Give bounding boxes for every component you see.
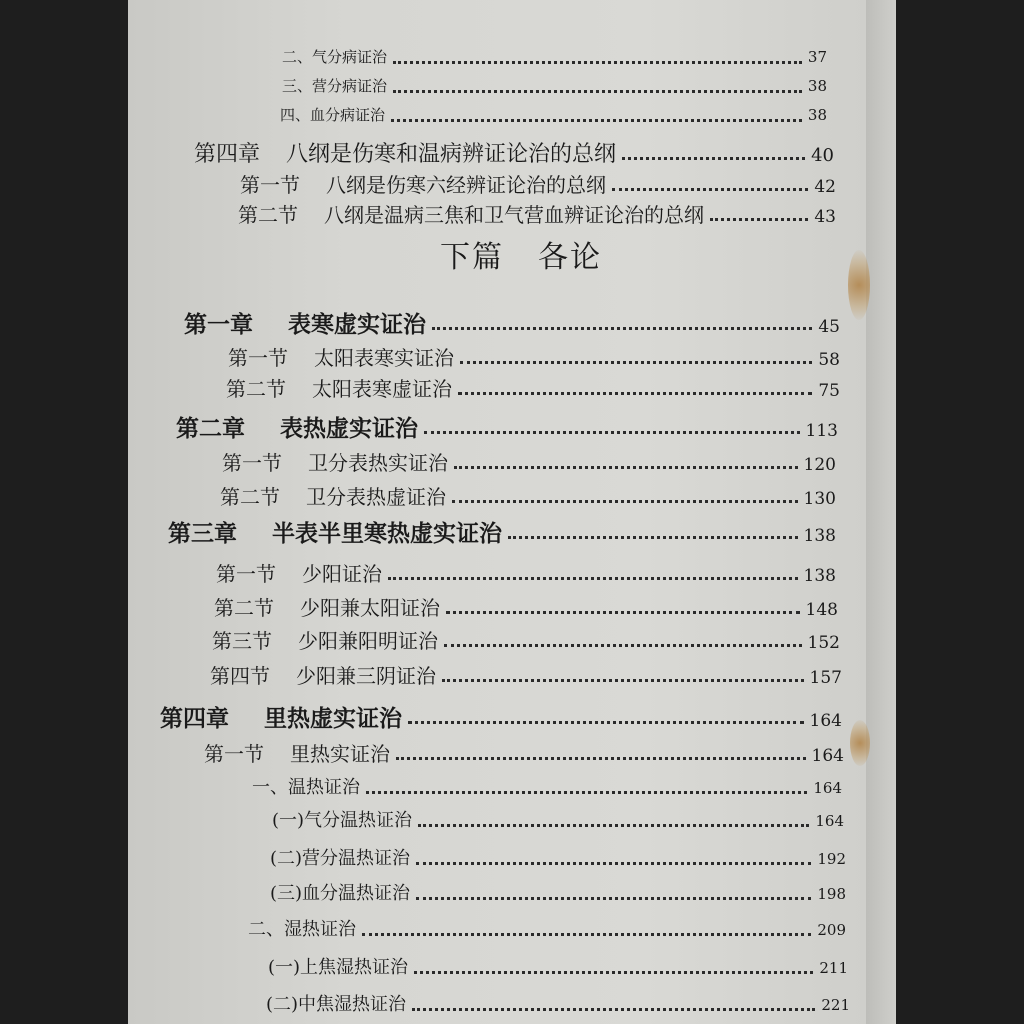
entry-label: (二) xyxy=(266,994,299,1015)
entry-label: (二) xyxy=(270,848,303,869)
leader-dots xyxy=(388,573,798,580)
entry-title: 少阳兼太阳证治 xyxy=(300,596,440,620)
leader-dots xyxy=(408,717,804,724)
toc-item xyxy=(272,806,844,832)
toc-chapter xyxy=(184,306,840,339)
leader-dots xyxy=(458,388,812,395)
leader-dots xyxy=(432,323,812,330)
entry-title: 温热证治 xyxy=(288,777,360,798)
entry-label: 第一节 xyxy=(204,742,264,766)
entry-label: 四、 xyxy=(280,106,311,124)
entry-label: 第二节 xyxy=(238,203,298,227)
entry-label: (一) xyxy=(272,810,305,831)
entry-label: (三) xyxy=(270,883,303,904)
entry-page: 164 xyxy=(811,746,844,766)
toc-section xyxy=(238,199,836,228)
entry-title: 里热虚实证治 xyxy=(264,705,402,732)
leader-dots xyxy=(412,1004,815,1011)
leader-dots xyxy=(393,86,802,93)
entry-title: 血分病证治 xyxy=(310,106,386,124)
entry-title: 上焦湿热证治 xyxy=(300,957,409,978)
entry-page: 43 xyxy=(814,207,836,227)
leader-dots xyxy=(622,153,805,160)
entry-page: 152 xyxy=(807,633,840,653)
toc-section xyxy=(204,738,844,767)
entry-title: 表热虚实证治 xyxy=(280,415,418,442)
leader-dots xyxy=(362,929,811,936)
entry-label: 二、 xyxy=(248,919,284,940)
entry-title: 营分病证治 xyxy=(312,77,388,95)
toc-section xyxy=(216,558,836,587)
leader-dots xyxy=(442,675,804,682)
leader-dots xyxy=(508,532,798,539)
toc-section xyxy=(214,592,838,621)
toc-item xyxy=(270,879,846,905)
entry-page: 192 xyxy=(817,850,846,868)
toc-section xyxy=(212,625,840,654)
toc-chapter xyxy=(168,515,836,548)
leader-dots xyxy=(366,787,807,794)
entry-page: 157 xyxy=(809,668,842,688)
entry-title: 少阳证治 xyxy=(302,562,382,586)
toc-item xyxy=(268,953,848,979)
entry-label: 第一节 xyxy=(228,346,288,370)
entry-title: 血分温热证治 xyxy=(302,883,411,904)
toc-item xyxy=(266,990,850,1016)
entry-page: 164 xyxy=(815,812,844,830)
entry-title: 气分病证治 xyxy=(312,48,388,66)
entry-title: 八纲是温病三焦和卫气营血辨证论治的总纲 xyxy=(324,203,704,227)
toc-section xyxy=(222,447,836,476)
leader-dots xyxy=(612,184,808,191)
toc-section xyxy=(228,342,840,371)
entry-label: 第二节 xyxy=(214,596,274,620)
entry-page: 40 xyxy=(811,145,834,166)
leader-dots xyxy=(454,462,798,469)
entry-label: 第三节 xyxy=(212,629,272,653)
entry-page: 148 xyxy=(805,600,838,620)
entry-page: 37 xyxy=(807,48,827,66)
entry-label: 第四章 xyxy=(160,705,229,732)
entry-page: 120 xyxy=(803,455,836,475)
leader-dots xyxy=(452,496,798,503)
page-edge xyxy=(866,0,896,1024)
toc-entry xyxy=(280,104,827,125)
stain xyxy=(850,720,870,766)
entry-title: 卫分表热实证治 xyxy=(308,451,448,475)
entry-title: 太阳表寒实证治 xyxy=(314,346,454,370)
entry-label: (一) xyxy=(268,957,301,978)
entry-label: 第一节 xyxy=(222,451,282,475)
entry-label: 第二节 xyxy=(226,377,286,401)
entry-label: 第一节 xyxy=(240,173,300,197)
leader-dots xyxy=(418,820,809,827)
leader-dots xyxy=(414,967,813,974)
entry-page: 42 xyxy=(814,177,836,197)
leader-dots xyxy=(416,858,811,865)
entry-page: 138 xyxy=(803,566,836,586)
entry-title: 表寒虚实证治 xyxy=(288,311,426,338)
entry-title: 少阳兼阳明证治 xyxy=(298,629,438,653)
entry-title: 半表半里寒热虚实证治 xyxy=(272,520,502,547)
entry-label: 一、 xyxy=(252,777,288,798)
entry-title: 里热实证治 xyxy=(290,742,390,766)
entry-title: 气分温热证治 xyxy=(304,810,413,831)
entry-label: 第四章 xyxy=(194,142,261,167)
entry-label: 二、 xyxy=(282,48,313,66)
leader-dots xyxy=(460,357,812,364)
toc-entry xyxy=(282,46,827,67)
leader-dots xyxy=(424,427,800,434)
toc-section xyxy=(220,481,836,510)
entry-page: 198 xyxy=(817,885,846,903)
entry-label: 第三章 xyxy=(168,520,237,547)
entry-label: 第一章 xyxy=(184,311,253,338)
entry-title: 太阳表寒虚证治 xyxy=(312,377,452,401)
entry-page: 164 xyxy=(809,711,842,731)
entry-label: 第二章 xyxy=(176,415,245,442)
entry-page: 130 xyxy=(803,489,836,509)
entry-label: 三、 xyxy=(282,77,313,95)
entry-title: 营分温热证治 xyxy=(302,848,411,869)
leader-dots xyxy=(396,753,806,760)
entry-page: 113 xyxy=(805,421,838,441)
leader-dots xyxy=(391,115,802,122)
toc-chapter xyxy=(160,700,842,733)
entry-label: 第一节 xyxy=(216,562,276,586)
entry-title: 少阳兼三阴证治 xyxy=(296,664,436,688)
entry-page: 38 xyxy=(807,106,827,124)
entry-page: 221 xyxy=(821,996,850,1014)
stain xyxy=(848,250,870,320)
entry-page: 164 xyxy=(813,779,842,797)
leader-dots xyxy=(710,214,808,221)
entry-label: 第四节 xyxy=(210,664,270,688)
toc-chapter xyxy=(194,137,834,168)
toc-section xyxy=(210,660,842,689)
leader-dots xyxy=(446,607,800,614)
part-heading xyxy=(440,232,602,276)
entry-page: 138 xyxy=(803,526,836,546)
entry-title: 八纲是伤寒六经辨证论治的总纲 xyxy=(326,173,606,197)
toc-chapter xyxy=(176,410,838,443)
leader-dots xyxy=(416,893,811,900)
toc-item xyxy=(270,844,846,870)
entry-page: 75 xyxy=(818,381,840,401)
entry-title: 中焦湿热证治 xyxy=(298,994,407,1015)
part-label: 下篇 xyxy=(440,240,504,275)
entry-page: 211 xyxy=(819,959,848,977)
entry-page: 45 xyxy=(818,317,840,337)
toc-subsection xyxy=(252,773,842,799)
toc-section xyxy=(240,169,836,198)
leader-dots xyxy=(444,640,802,647)
part-title: 各论 xyxy=(538,240,602,275)
entry-title: 卫分表热虚证治 xyxy=(306,485,446,509)
toc-section xyxy=(226,373,840,402)
leader-dots xyxy=(393,57,802,64)
toc-entry xyxy=(282,75,827,96)
toc-subsection xyxy=(248,915,846,941)
entry-label: 第二节 xyxy=(220,485,280,509)
entry-page: 209 xyxy=(817,921,846,939)
entry-title: 湿热证治 xyxy=(284,919,356,940)
entry-page: 38 xyxy=(807,77,827,95)
entry-title: 八纲是伤寒和温病辨证论治的总纲 xyxy=(286,142,617,167)
entry-page: 58 xyxy=(818,350,840,370)
